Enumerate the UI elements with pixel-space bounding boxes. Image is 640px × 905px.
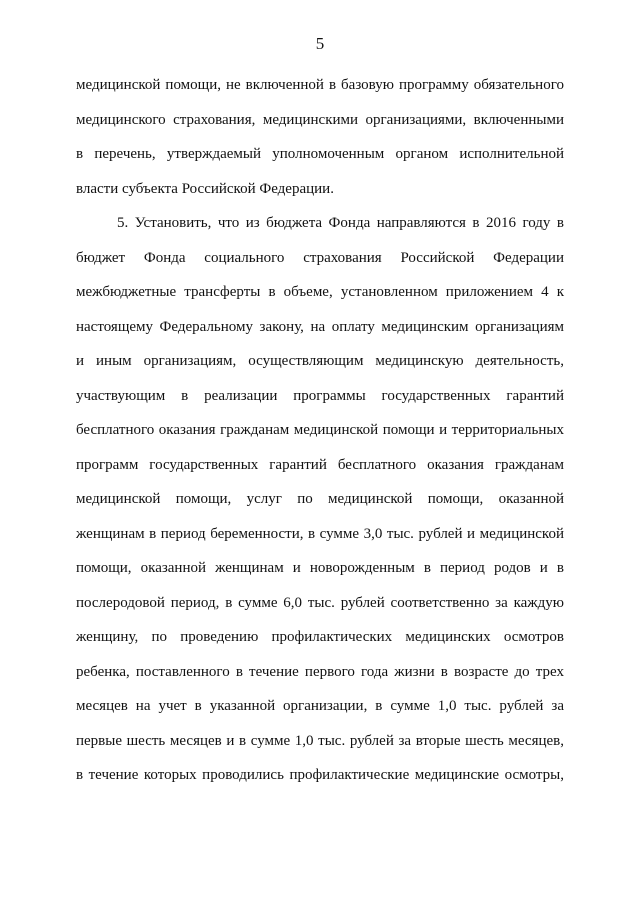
text-line: медицинского страхования, медицинскими организациями, включенными — [76, 111, 564, 128]
text-line: в течение которых проводились профилактические медицинские осмотры, — [76, 767, 564, 783]
text-line: в перечень, утверждаемый уполномоченным органом исполнительной — [76, 146, 564, 162]
text-line: помощи, оказанной женщинам и новорожденным в период родов и в — [76, 560, 564, 576]
text-line: месяцев на учет в указанной организации, в сумме 1,0 тыс. рублей за — [76, 698, 564, 714]
text-line: ребенка, поставленного в течение первого года жизни в возрасте до трех — [76, 663, 564, 680]
text-line: настоящему Федеральному закону, на оплату медицинским организациям — [76, 318, 564, 335]
text-line: бюджет Фонда социального страхования Российской Федерации — [76, 249, 564, 266]
paragraph-continuation — [76, 68, 564, 206]
text-line: женщину, по проведению профилактических медицинских осмотров — [76, 629, 564, 645]
page-number: 5 — [315, 34, 325, 53]
text-line: и иным организациям, осуществляющим медицинскую деятельность, — [76, 353, 564, 369]
text-line: бесплатного оказания гражданам медицинской помощи и территориальных — [76, 422, 564, 438]
body-text — [76, 68, 564, 793]
text-line: медицинской помощи, не включенной в базовую программу обязательного — [76, 77, 564, 93]
text-line: послеродовой период, в сумме 6,0 тыс. рублей соответственно за каждую — [76, 594, 564, 611]
text-line: межбюджетные трансферты в объеме, установленном приложением 4 к — [76, 284, 564, 300]
text-line: 5. Установить, что из бюджета Фонда направляются в 2016 году в — [117, 215, 564, 231]
text-line: программ государственных гарантий бесплатного оказания гражданам — [76, 456, 564, 473]
text-line: первые шесть месяцев и в сумме 1,0 тыс. рублей за вторые шесть месяцев, — [76, 732, 564, 749]
text-line: участвующим в реализации программы государственных гарантий — [76, 387, 564, 404]
text-line: женщинам в период беременности, в сумме 3,0 тыс. рублей и медицинской — [76, 525, 564, 542]
text-line: медицинской помощи, услуг по медицинской помощи, оказанной — [76, 491, 564, 507]
text-line: власти субъекта Российской Федерации. — [76, 180, 334, 197]
paragraph-item-5 — [76, 206, 564, 793]
